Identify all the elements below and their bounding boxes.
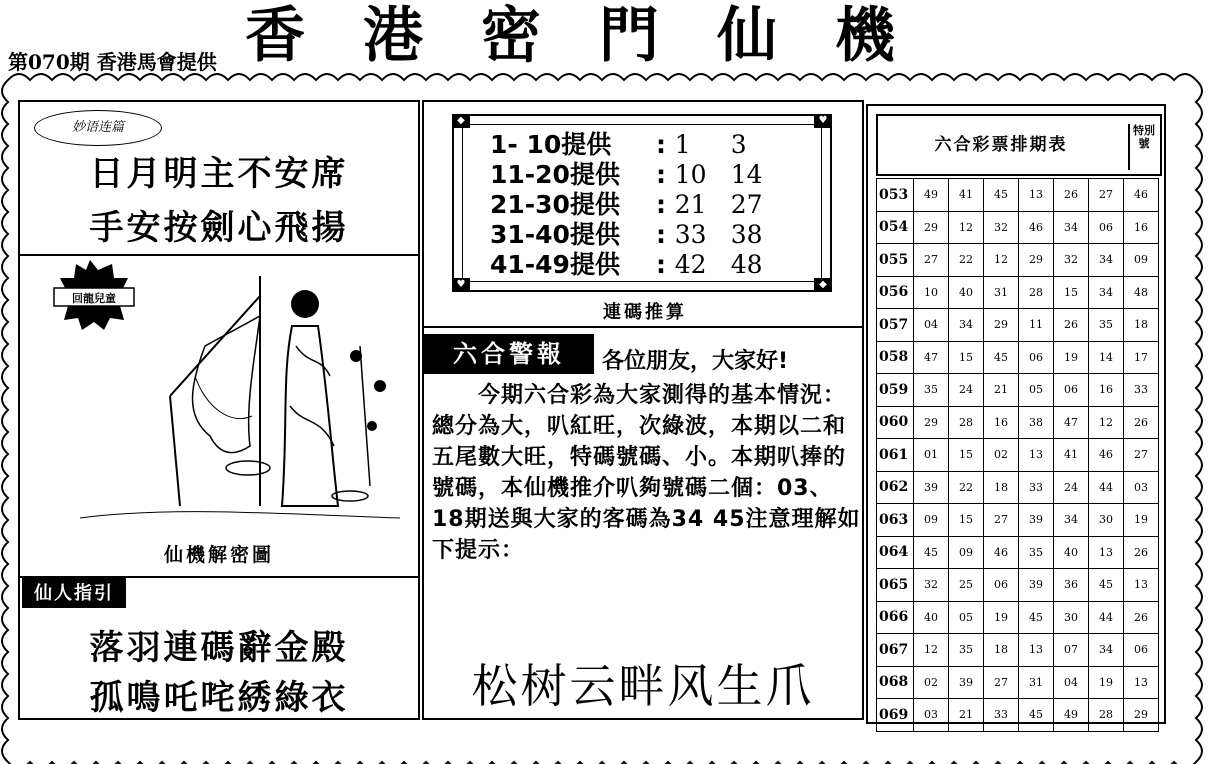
number-cell: 34	[1054, 504, 1089, 537]
number-a: 10	[674, 160, 707, 189]
number-a: 1	[674, 130, 691, 159]
number-cell: 39	[1019, 569, 1054, 602]
number-cell: 13	[1089, 536, 1124, 569]
picture-caption: 仙機解密圖	[163, 544, 274, 566]
number-b: 48	[730, 250, 763, 279]
number-cell: 25	[949, 569, 984, 602]
number-cell: 26	[1124, 536, 1159, 569]
guide-label: 仙人指引	[22, 576, 126, 608]
number-cell: 06	[1089, 211, 1124, 244]
table-header	[876, 114, 1162, 176]
table-row	[877, 601, 1159, 634]
period-cell: 058	[877, 341, 914, 374]
period-cell: 057	[877, 309, 914, 342]
number-cell: 13	[1019, 439, 1054, 472]
period-cell: 055	[877, 244, 914, 277]
number-cell: 14	[1089, 341, 1124, 374]
divider	[424, 326, 862, 328]
period-cell: 062	[877, 471, 914, 504]
number-cell: 31	[1019, 666, 1054, 699]
number-cell: 13	[1124, 666, 1159, 699]
number-cell: 46	[1124, 179, 1159, 212]
number-a: 21	[674, 190, 707, 219]
body-text: 今期六合彩為大家測得的基本情況：總分為大，叭紅旺，次綠波，本期以二和五尾數大旺，特碼號碼、小。本期叭捧的號碼，本仙機推介叭夠號碼二個：03、18期送與大家的客碼為34 45注意理解如下提示：	[432, 383, 861, 563]
period-cell: 059	[877, 374, 914, 407]
number-cell: 44	[1089, 471, 1124, 504]
number-cell: 22	[949, 471, 984, 504]
number-a: 42	[674, 250, 707, 279]
number-b: 3	[730, 130, 747, 159]
right-panel	[866, 104, 1166, 724]
period-cell: 060	[877, 406, 914, 439]
number-cell: 33	[1124, 374, 1159, 407]
number-cell: 27	[1089, 179, 1124, 212]
issue-suffix: 期 香港馬會提供	[69, 50, 217, 74]
period-cell: 054	[877, 211, 914, 244]
period-cell: 061	[877, 439, 914, 472]
number-cell: 06	[1124, 634, 1159, 667]
illustration-image	[20, 256, 418, 546]
number-b: 27	[730, 190, 763, 219]
number-cell: 02	[984, 439, 1019, 472]
number-cell: 12	[984, 244, 1019, 277]
number-cell: 17	[1124, 341, 1159, 374]
number-cell: 44	[1089, 601, 1124, 634]
corner-ornament: ◆	[814, 278, 832, 292]
number-cell: 45	[1019, 699, 1054, 732]
number-cell: 32	[1054, 244, 1089, 277]
number-cell: 41	[949, 179, 984, 212]
table-row	[877, 211, 1159, 244]
table-row	[877, 439, 1159, 472]
number-cell: 13	[1019, 179, 1054, 212]
range-label: 11-20提供	[490, 160, 620, 189]
range-label: 21-30提供	[490, 190, 620, 219]
table-row	[877, 471, 1159, 504]
number-cell: 19	[1124, 504, 1159, 537]
number-cell: 45	[984, 341, 1019, 374]
table-row	[877, 179, 1159, 212]
corner-ornament: ◆	[452, 114, 470, 128]
number-cell: 34	[1089, 276, 1124, 309]
number-cell: 35	[1089, 309, 1124, 342]
number-cell: 34	[1089, 634, 1124, 667]
number-cell: 19	[1089, 666, 1124, 699]
range-label: 41-49提供	[490, 250, 620, 279]
number-cell: 27	[984, 504, 1019, 537]
section-badge: 妙语连篇	[34, 110, 162, 146]
number-cell: 29	[984, 309, 1019, 342]
puzzle-illustration	[20, 256, 418, 574]
issue-number: 070	[28, 50, 70, 74]
number-cell: 45	[1089, 569, 1124, 602]
left-panel	[18, 100, 420, 720]
number-cell: 05	[949, 601, 984, 634]
number-cell: 45	[1019, 601, 1054, 634]
table-row	[877, 309, 1159, 342]
number-cell: 09	[914, 504, 949, 537]
number-cell: 06	[984, 569, 1019, 602]
number-cell: 35	[949, 634, 984, 667]
hint-phrase: 松树云畔风生爪	[471, 659, 815, 713]
number-cell: 29	[1019, 244, 1054, 277]
range-label: 1- 10提供	[490, 130, 612, 159]
number-row: 1- 10提供 : 1 3	[490, 130, 771, 160]
period-cell: 063	[877, 504, 914, 537]
number-cell: 24	[949, 374, 984, 407]
number-cell: 27	[1124, 439, 1159, 472]
number-cell: 19	[984, 601, 1019, 634]
number-cell: 48	[1124, 276, 1159, 309]
number-row: 21-30提供 : 21 27	[490, 190, 771, 220]
number-cell: 29	[1124, 699, 1159, 732]
number-row: 41-49提供 : 42 48	[490, 250, 771, 280]
number-cell: 32	[984, 211, 1019, 244]
number-cell: 06	[1054, 374, 1089, 407]
poem-line: 日月明主不安席	[89, 154, 349, 194]
number-cell: 31	[984, 276, 1019, 309]
number-cell: 33	[1019, 471, 1054, 504]
middle-panel	[422, 100, 864, 720]
number-cell: 03	[1124, 471, 1159, 504]
number-cell: 13	[1019, 634, 1054, 667]
top-poem-section	[20, 102, 418, 256]
number-cell: 49	[1054, 699, 1089, 732]
number-cell: 26	[1054, 309, 1089, 342]
number-cell: 10	[914, 276, 949, 309]
number-cell: 04	[1054, 666, 1089, 699]
poem-line: 孤鳴吒咤綉綠衣	[89, 678, 349, 718]
number-cell: 21	[949, 699, 984, 732]
number-cell: 35	[1019, 536, 1054, 569]
number-cell: 39	[1019, 504, 1054, 537]
number-cell: 49	[914, 179, 949, 212]
table-row	[877, 634, 1159, 667]
number-cell: 02	[914, 666, 949, 699]
number-cell: 12	[949, 211, 984, 244]
number-cell: 18	[1124, 309, 1159, 342]
number-cell: 24	[1054, 471, 1089, 504]
corner-ornament: ♥	[452, 278, 470, 292]
period-cell: 069	[877, 699, 914, 732]
number-cell: 45	[984, 179, 1019, 212]
number-cell: 03	[914, 699, 949, 732]
number-cell: 28	[949, 406, 984, 439]
period-cell: 068	[877, 666, 914, 699]
number-cell: 13	[1124, 569, 1159, 602]
table-title: 六合彩票排期表	[934, 135, 1068, 155]
number-cell: 09	[1124, 244, 1159, 277]
period-cell: 066	[877, 601, 914, 634]
number-cell: 16	[1124, 211, 1159, 244]
number-cell: 18	[984, 634, 1019, 667]
number-cell: 35	[914, 374, 949, 407]
corner-ornament: ♥	[814, 114, 832, 128]
range-label: 31-40提供	[490, 220, 620, 249]
number-cell: 30	[1054, 601, 1089, 634]
number-cell: 26	[1124, 601, 1159, 634]
number-cell: 34	[1089, 244, 1124, 277]
number-cell: 12	[914, 634, 949, 667]
number-cell: 46	[984, 536, 1019, 569]
number-cell: 32	[914, 569, 949, 602]
table-row	[877, 341, 1159, 374]
number-cell: 15	[949, 341, 984, 374]
number-cell: 21	[984, 374, 1019, 407]
number-cell: 38	[1019, 406, 1054, 439]
number-cell: 11	[1019, 309, 1054, 342]
table-tag: 特別號	[1128, 124, 1158, 170]
number-b: 38	[730, 220, 763, 249]
number-row: 31-40提供 : 33 38	[490, 220, 771, 250]
alert-label: 六合警報	[424, 334, 594, 374]
period-cell: 067	[877, 634, 914, 667]
number-cell: 40	[949, 276, 984, 309]
page-title: 香港密門仙機	[245, 1, 953, 71]
poem-line: 手安按劍心飛揚	[89, 208, 349, 248]
table-row	[877, 374, 1159, 407]
number-cell: 26	[1054, 179, 1089, 212]
number-cell: 39	[914, 471, 949, 504]
number-cell: 15	[949, 504, 984, 537]
issue-prefix: 第	[8, 50, 28, 74]
table-row	[877, 699, 1159, 732]
table-row	[877, 244, 1159, 277]
number-cell: 09	[949, 536, 984, 569]
period-cell: 056	[877, 276, 914, 309]
number-cell: 40	[914, 601, 949, 634]
number-cell: 34	[949, 309, 984, 342]
number-cell: 26	[1124, 406, 1159, 439]
number-cell: 33	[984, 699, 1019, 732]
table-row	[877, 666, 1159, 699]
number-cell: 27	[914, 244, 949, 277]
number-cell: 29	[914, 406, 949, 439]
number-b: 14	[730, 160, 763, 189]
table-row	[877, 406, 1159, 439]
number-cell: 40	[1054, 536, 1089, 569]
number-cell: 46	[1089, 439, 1124, 472]
number-cell: 16	[1089, 374, 1124, 407]
number-cell: 22	[949, 244, 984, 277]
number-cell: 34	[1054, 211, 1089, 244]
table-row	[877, 504, 1159, 537]
number-range-box	[452, 114, 832, 292]
number-cell: 30	[1089, 504, 1124, 537]
number-cell: 27	[984, 666, 1019, 699]
number-cell: 18	[984, 471, 1019, 504]
number-row: 11-20提供 : 10 14	[490, 160, 771, 190]
number-cell: 05	[1019, 374, 1054, 407]
number-cell: 07	[1054, 634, 1089, 667]
number-cell: 45	[914, 536, 949, 569]
period-cell: 065	[877, 569, 914, 602]
number-cell: 28	[1089, 699, 1124, 732]
table-row	[877, 536, 1159, 569]
number-caption: 連碼推算	[603, 302, 687, 323]
number-cell: 39	[949, 666, 984, 699]
table-row	[877, 276, 1159, 309]
number-cell: 16	[984, 406, 1019, 439]
number-cell: 19	[1054, 341, 1089, 374]
number-cell: 01	[914, 439, 949, 472]
number-cell: 47	[1054, 406, 1089, 439]
number-cell: 15	[1054, 276, 1089, 309]
number-a: 33	[674, 220, 707, 249]
number-cell: 28	[1019, 276, 1054, 309]
period-cell: 053	[877, 179, 914, 212]
number-cell: 12	[1089, 406, 1124, 439]
poem-line: 落羽連碼辭金殿	[89, 628, 349, 668]
number-cell: 46	[1019, 211, 1054, 244]
number-cell: 15	[949, 439, 984, 472]
results-table	[876, 178, 1159, 732]
number-cell: 29	[914, 211, 949, 244]
number-cell: 06	[1019, 341, 1054, 374]
number-cell: 47	[914, 341, 949, 374]
number-cell: 04	[914, 309, 949, 342]
picture-badge: 回龍兒童	[72, 292, 116, 305]
number-cell: 41	[1054, 439, 1089, 472]
number-cell: 36	[1054, 569, 1089, 602]
table-row	[877, 569, 1159, 602]
period-cell: 064	[877, 536, 914, 569]
greeting-text: 各位朋友，大家好!	[602, 349, 789, 374]
